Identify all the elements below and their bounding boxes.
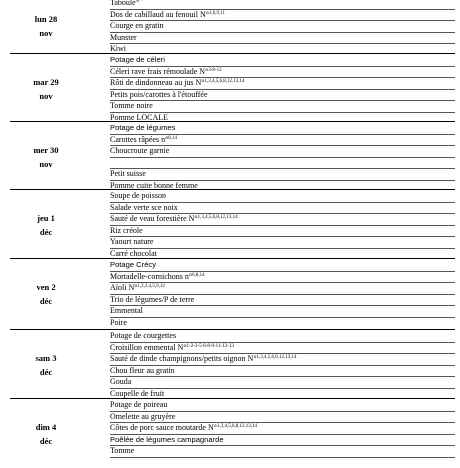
menu-item xyxy=(110,272,205,282)
menu-item xyxy=(110,55,165,65)
menu-item xyxy=(110,67,222,77)
day-separator xyxy=(10,258,455,259)
menu-item-text: Salade verte sce noix xyxy=(110,202,178,212)
row-divider xyxy=(110,77,455,78)
month-label: nov xyxy=(39,28,53,38)
menu-item-text: Emmental xyxy=(110,306,143,316)
month-label: déc xyxy=(39,226,53,237)
month-label: déc xyxy=(39,366,53,377)
menu-item xyxy=(110,191,166,201)
month-label: nov xyxy=(39,90,53,101)
menu-item-text: Potage de poireau xyxy=(110,400,168,409)
day-label: lun 28 xyxy=(34,14,58,24)
row-divider xyxy=(110,422,455,423)
row-divider xyxy=(110,157,455,158)
menu-item xyxy=(110,366,175,376)
row-divider xyxy=(110,305,455,306)
menu-item-text: Taboulé xyxy=(110,0,136,7)
row-divider xyxy=(110,388,455,389)
day-block xyxy=(10,53,455,123)
day-block xyxy=(10,329,455,399)
row-divider xyxy=(110,445,455,446)
allergen-codes: 6,8,14 xyxy=(192,272,205,278)
menu-item-text: Chou fleur au gratin xyxy=(110,365,175,375)
month-label: déc xyxy=(39,295,53,306)
menu-item-text: Kiwi xyxy=(110,44,126,54)
day-block xyxy=(10,258,455,328)
row-divider xyxy=(110,112,455,113)
menu-item xyxy=(110,101,153,111)
menu-item xyxy=(110,343,234,353)
menu-item xyxy=(110,283,165,293)
menu-item xyxy=(110,377,131,387)
day-separator xyxy=(10,329,455,330)
row-divider xyxy=(110,202,455,203)
row-divider xyxy=(110,317,455,318)
row-divider xyxy=(110,271,455,272)
menu-item-text: Omelette au gruyère xyxy=(110,411,176,421)
row-divider xyxy=(110,100,455,101)
menu-item-text: Courge en gratin xyxy=(110,21,164,31)
row-divider xyxy=(110,294,455,295)
row-divider xyxy=(110,225,455,226)
row-divider xyxy=(110,457,455,458)
menu-item-text: Gouda xyxy=(110,377,132,387)
allergen-codes: 1,2,3,4,5,9,12 xyxy=(137,284,165,290)
menu-item-text: Céleri rave frais rémoulade N° xyxy=(110,66,209,76)
day-separator xyxy=(10,189,455,190)
row-divider xyxy=(110,236,455,237)
row-divider xyxy=(110,376,455,377)
day-separator xyxy=(10,121,455,122)
allergen-codes: 1,3,4,5,6,8,12,13,14 xyxy=(216,424,257,430)
day-label: mar 29 xyxy=(33,76,59,87)
menu-item-text: Sauté de veau forestière N° xyxy=(110,214,198,224)
menu-item xyxy=(110,400,167,410)
day-block xyxy=(10,0,455,54)
day-label: mer 30 xyxy=(33,144,59,155)
row-divider xyxy=(110,282,455,283)
row-divider xyxy=(110,213,455,214)
menu-item-text: Poêlée de légumes campagnarde xyxy=(110,434,224,444)
menu-item xyxy=(110,203,178,213)
row-divider xyxy=(110,32,455,33)
row-divider xyxy=(110,434,455,435)
day-label: dim 4 xyxy=(35,421,57,432)
menu-item xyxy=(110,169,146,179)
menu-item xyxy=(110,446,134,456)
menu-item-text: Potage de céleri xyxy=(110,55,165,64)
row-divider xyxy=(110,89,455,90)
day-block xyxy=(10,189,455,259)
menu-item xyxy=(110,123,175,133)
menu-item xyxy=(110,260,156,270)
allergen-codes: 1-2-3-5-6-8-9-11-12-13 xyxy=(186,343,234,349)
day-separator xyxy=(10,53,455,54)
row-divider xyxy=(110,145,455,146)
menu-item xyxy=(110,295,194,305)
day-block xyxy=(10,398,455,468)
menu-item xyxy=(110,435,224,445)
allergen-codes: N°¹ xyxy=(135,0,143,4)
menu-item-text: Carottes râpées n° xyxy=(110,134,169,144)
menu-item-text: Pomme cuite bonne femme xyxy=(110,181,198,190)
menu-item-text: Yaourt nature xyxy=(110,237,154,247)
row-divider xyxy=(110,20,455,21)
menu-item xyxy=(110,237,153,247)
menu-item xyxy=(110,78,245,88)
menu-item-text: Croisillon emmental N° xyxy=(110,342,187,352)
menu-item-text: Poire xyxy=(110,318,127,327)
day-label: sam 3 xyxy=(35,352,57,363)
row-divider xyxy=(110,411,455,412)
menu-item xyxy=(110,226,143,236)
menu-item-text: Riz créole xyxy=(110,225,143,235)
menu-item-text: Pomme LOCALE xyxy=(110,113,168,122)
menu-item-text: Mortadelle-cornichons n° xyxy=(110,271,193,281)
row-divider xyxy=(110,43,455,44)
row-divider xyxy=(110,365,455,366)
day-label: jeu 1 xyxy=(37,212,55,223)
menu-item xyxy=(110,33,137,43)
menu-item-text: Petit suisse xyxy=(110,169,146,179)
menu-item xyxy=(110,146,169,156)
row-divider xyxy=(110,66,455,67)
menu-item-text: Potage Crécy xyxy=(110,260,157,269)
menu-item-text: Soupe de poisson xyxy=(110,191,166,200)
row-divider xyxy=(110,168,455,169)
menu-item xyxy=(110,90,208,100)
menu-item xyxy=(110,21,164,31)
menu-item xyxy=(110,0,143,8)
menu-item xyxy=(110,354,297,364)
row-divider xyxy=(110,9,455,10)
menu-item-text: Aïoli N° xyxy=(110,283,138,293)
day-block xyxy=(10,121,455,191)
row-divider xyxy=(110,342,455,343)
menu-item-text: Tomme noire xyxy=(110,101,153,111)
day-label: ven 2 xyxy=(36,281,56,292)
menu-item-text: Trio de légumes/P de terre xyxy=(110,294,195,304)
menu-item-text: Tomme xyxy=(110,446,135,456)
allergen-codes: 8,14 xyxy=(168,135,178,141)
menu-item-text: Dos de cabillaud au fenouil N° xyxy=(110,9,209,19)
row-divider xyxy=(110,180,455,181)
menu-item-text: Petits pois/carottes à l'étouffée xyxy=(110,89,208,99)
menu-item xyxy=(110,412,175,422)
allergen-codes: 1,3,4,5,6,8,12,13,14 xyxy=(197,215,238,221)
menu-item-text: Côtes de porc sauce moutarde N° xyxy=(110,423,217,433)
menu-item xyxy=(110,10,225,20)
menu-item-text: Choucroute garnie xyxy=(110,146,170,156)
month-label: nov xyxy=(39,158,53,169)
menu-item xyxy=(110,318,127,328)
allergen-codes: 3-8-12 xyxy=(208,67,222,73)
allergen-codes: 2,6,9,11 xyxy=(208,10,226,16)
day-separator xyxy=(10,398,455,399)
allergen-codes: 1,3,4,5,6,8,12,13,14 xyxy=(204,79,245,85)
row-divider xyxy=(110,134,455,135)
row-divider xyxy=(110,353,455,354)
menu-item xyxy=(110,306,143,316)
menu-item-text: Munster xyxy=(110,32,137,42)
menu-item-text: Rôti de dindonneau au jus N° xyxy=(110,78,205,88)
allergen-codes: 1,3,4,5,6,8,12,13,14 xyxy=(256,355,297,361)
month-label: déc xyxy=(39,435,53,446)
menu-item-text: Carré chocolat xyxy=(110,249,157,258)
menu-item xyxy=(110,214,238,224)
menu-item-text: Potage de courgettes xyxy=(110,331,177,340)
menu-item xyxy=(110,331,176,341)
menu-item-text: Sauté de dinde champignons/petits oignon N° xyxy=(110,354,257,364)
menu-item-text: Potage de légumes xyxy=(110,123,176,132)
menu-item-text: Coupelle de fruit xyxy=(110,389,165,398)
menu-item xyxy=(110,135,177,145)
row-divider xyxy=(110,248,455,249)
menu-item xyxy=(110,423,257,433)
